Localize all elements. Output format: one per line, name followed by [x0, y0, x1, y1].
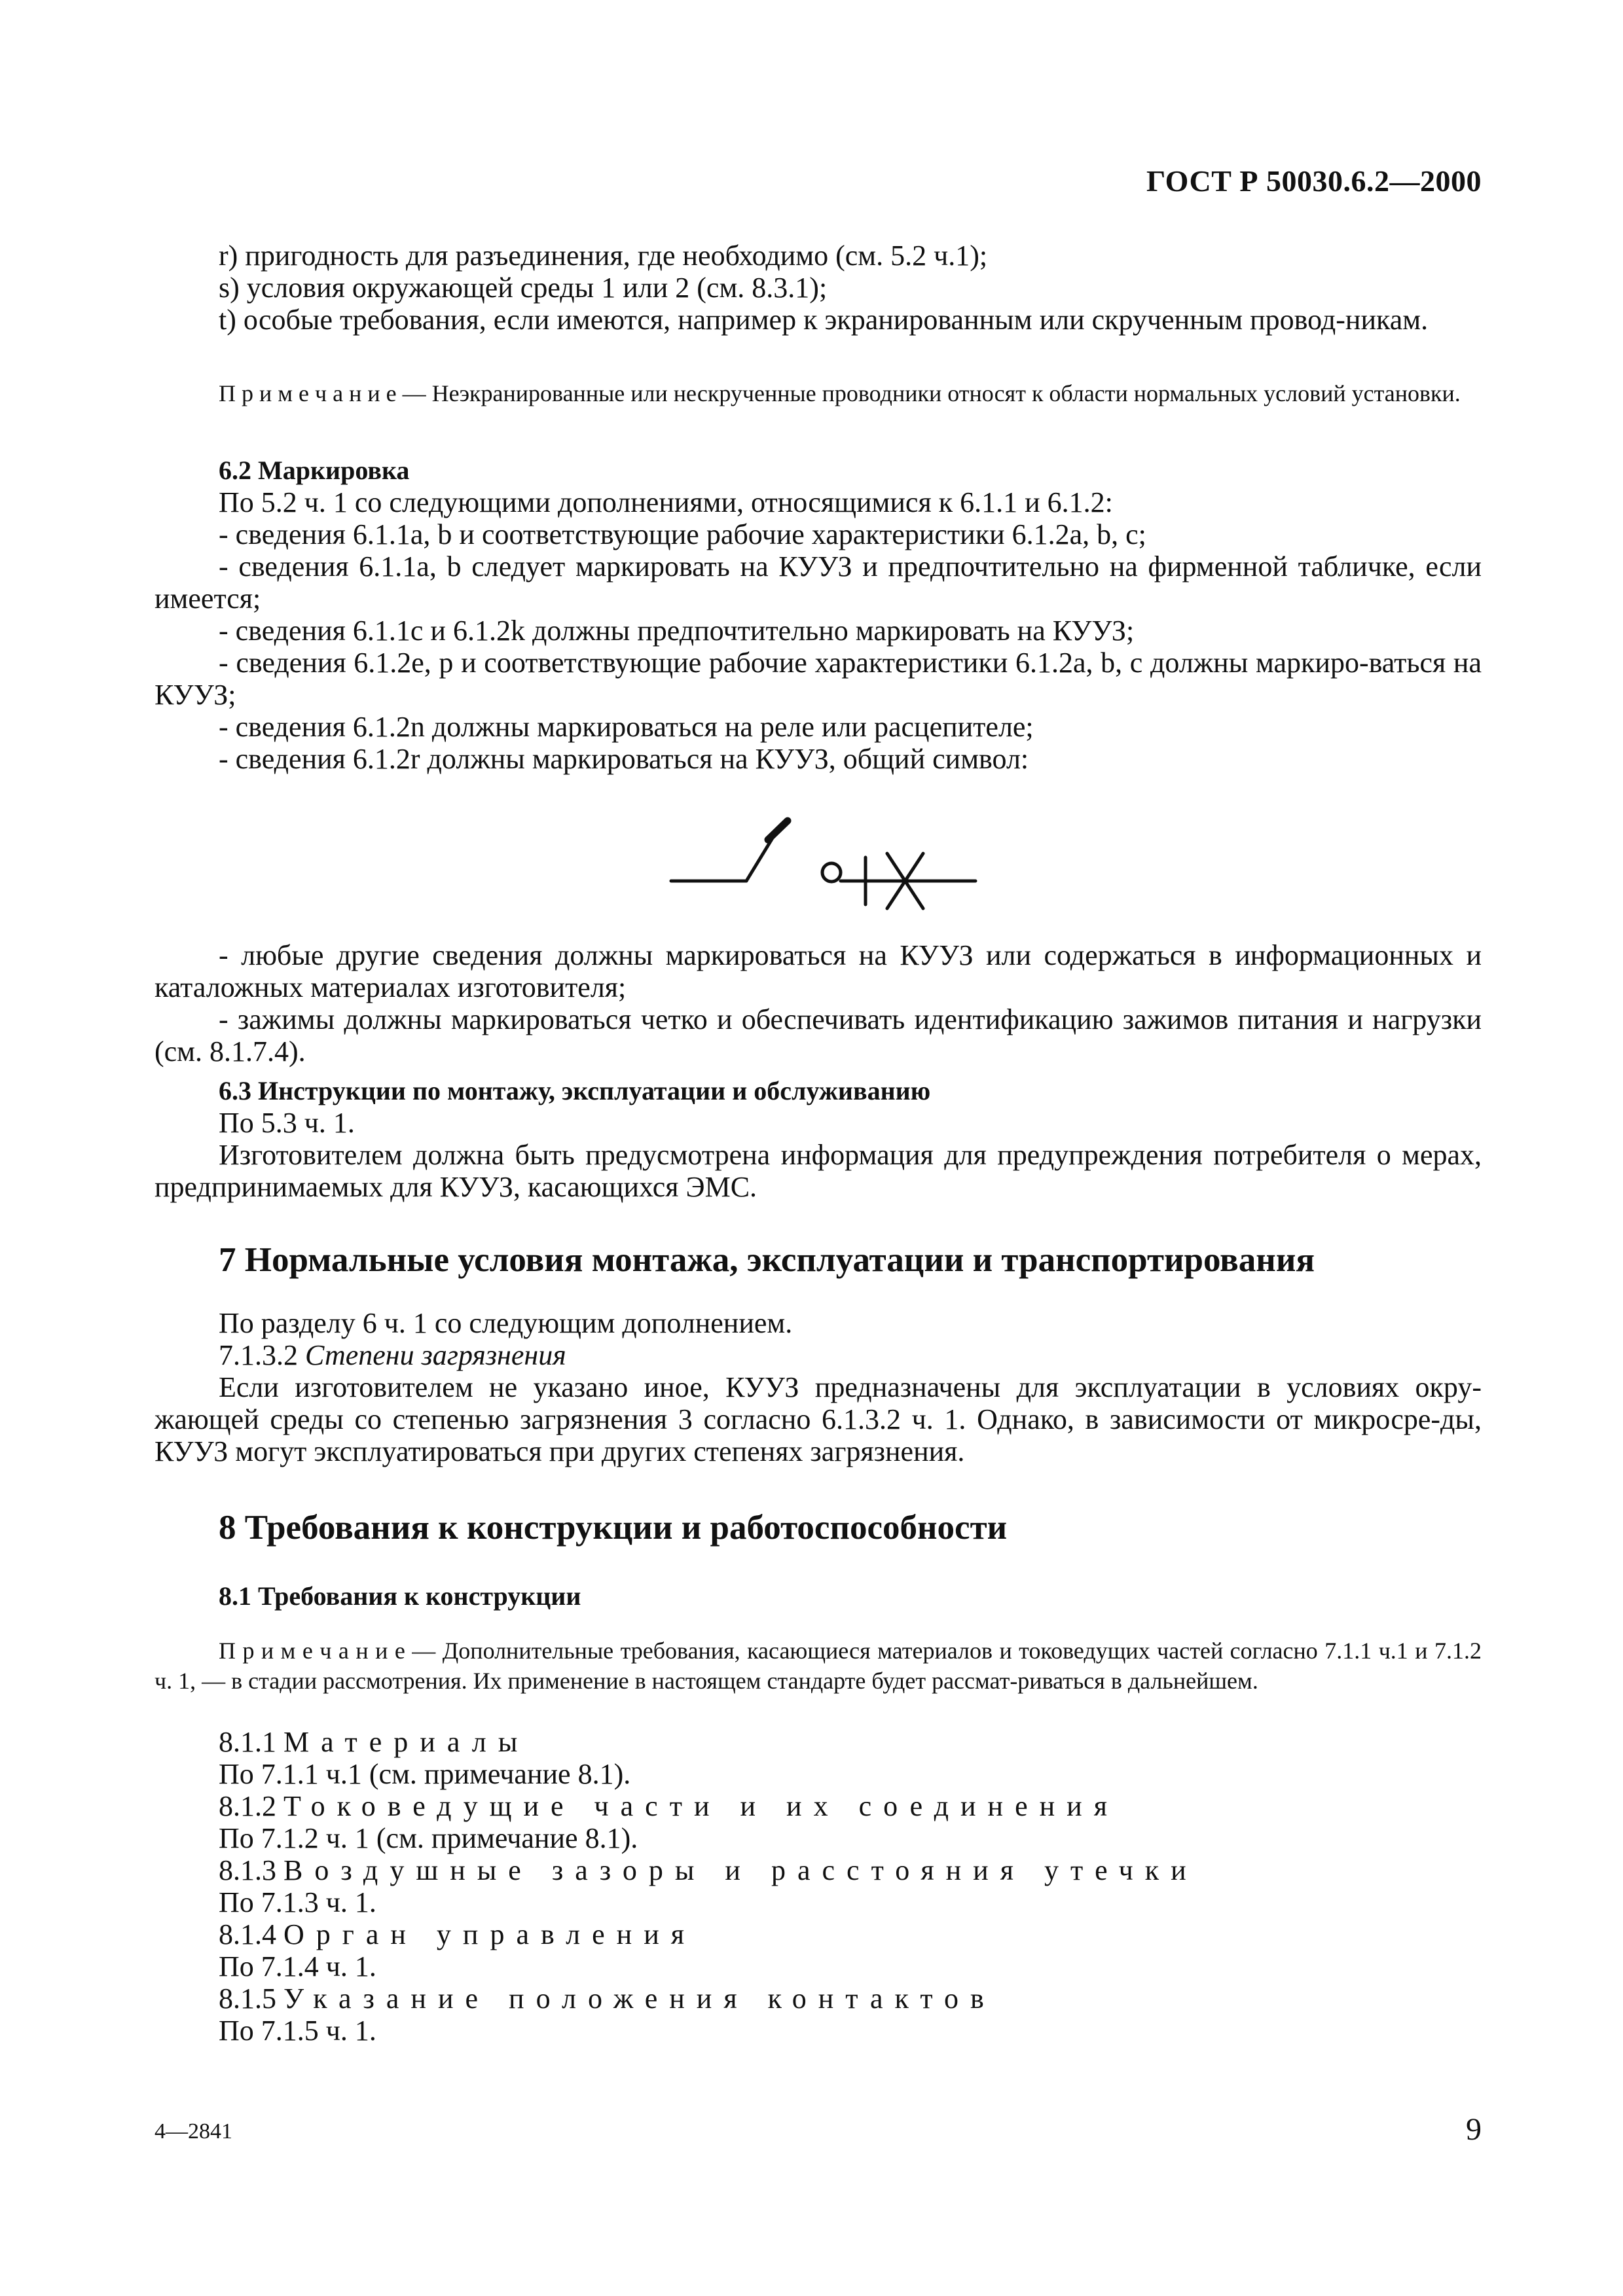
clause-heading: [155, 1854, 1482, 1886]
section-8: [155, 1508, 1482, 2047]
list-item: - любые другие сведения должны маркироваться на КУУЗ или содержаться в информационных и каталожных материалах изготовителя;: [155, 939, 1482, 1003]
standard-number: ГОСТ Р 50030.6.2—2000: [1146, 164, 1482, 198]
section-7: [155, 1240, 1482, 1467]
note-label: П р и м е ч а н и е: [219, 1638, 405, 1664]
clause-heading: [155, 1726, 1482, 1758]
paragraph: Если изготовителем не указано иное, КУУЗ предназначены для эксплуатации в условиях окру-жающей среды со степенью загрязнения 3 согласно 6.1.3.2 ч. 1. Однако, в зависимости от микросре-ды, КУУЗ могут эксплуатироваться при других степенях загрязнения.: [155, 1371, 1482, 1467]
paragraph: По 5.2 ч. 1 со следующими дополнениями, относящимися к 6.1.1 и 6.1.2:: [219, 486, 1113, 518]
clause-ref: По 7.1.5 ч. 1.: [219, 2015, 376, 2047]
list-item: - сведения 6.1.2e, p и соответствующие рабочие характеристики 6.1.2a, b, c должны маркиро-ваться на КУУЗ;: [155, 647, 1482, 711]
clause-number: 8.1.4: [219, 1918, 283, 1950]
clause-title: Указание положения контактов: [283, 1982, 996, 2015]
note-label: П р и м е ч а н и е: [219, 380, 397, 406]
section-6-3: [155, 1075, 1482, 1203]
section-title: 8 Требования к конструкции и работоспособности: [219, 1509, 1008, 1547]
subsection-title: 6.2 Маркировка: [219, 456, 410, 485]
clause-title: Токоведущие части и их соединения: [283, 1790, 1119, 1822]
list-item: s) условия окружающей среды 1 или 2 (см. 8.3.1);: [219, 272, 828, 304]
switch-symbol-icon: [661, 804, 989, 915]
clause-title: Орган управления: [283, 1918, 696, 1950]
note-text: — Неэкранированные или нескрученные проводники относят к области нормальных условий установки.: [396, 380, 1461, 406]
clause-ref: По 7.1.2 ч. 1 (см. примечание 8.1).: [219, 1822, 638, 1854]
note-text: — Дополнительные требования, касающиеся материалов и токоведущих частей согласно 7.1.1 ч.1 и 7.1.2 ч. 1, — в стадии рассмотрения. Их применение в настоящем стандарте будет рассмат-риваться в дальнейшем.: [155, 1638, 1482, 1694]
clause-heading: [155, 1918, 1482, 1950]
paragraph: Изготовителем должна быть предусмотрена информация для предупреждения потребителя о мерах, предпринимаемых для КУУЗ, касающихся ЭМС.: [155, 1139, 1482, 1203]
clause-heading: [155, 1790, 1482, 1822]
note-installation: [155, 378, 1482, 408]
print-code: 4—2841: [155, 2119, 232, 2144]
clause-number: 8.1.5: [219, 1982, 283, 2015]
clause-ref: По 7.1.3 ч. 1.: [219, 1886, 376, 1918]
clause-number: 7.1.3.2: [219, 1339, 305, 1371]
list-item: - сведения 6.1.2r должны маркироваться на КУУЗ, общий символ:: [219, 743, 1029, 775]
clause-number: 8.1.3: [219, 1854, 283, 1886]
list-item: - сведения 6.1.2n должны маркироваться на реле или расцепителе;: [219, 711, 1034, 743]
subsection-title: 8.1 Требования к конструкции: [219, 1581, 581, 1611]
clause-title: Воздушные зазоры и расстояния утечки: [283, 1854, 1198, 1886]
list-item: r) пригодность для разъединения, где необходимо (см. 5.2 ч.1);: [219, 240, 988, 272]
section-title: 7 Нормальные условия монтажа, эксплуатации и транспортирования: [219, 1241, 1315, 1279]
subsection-title: 6.3 Инструкции по монтажу, эксплуатации и обслуживанию: [219, 1076, 931, 1105]
clause-heading: [155, 1339, 1482, 1371]
clause-number: 8.1.1: [219, 1726, 283, 1758]
section-6-2: [155, 454, 1482, 775]
clause-ref: По 7.1.1 ч.1 (см. примечание 8.1).: [219, 1758, 631, 1790]
note-materials: [155, 1636, 1482, 1696]
clause-list: [155, 1726, 1482, 2047]
section-6-2-continued: [155, 939, 1482, 1067]
list-item: - сведения 6.1.1a, b и соответствующие рабочие характеристики 6.1.2a, b, c;: [219, 518, 1146, 550]
paragraph: По 5.3 ч. 1.: [219, 1107, 355, 1139]
requirements-list: [155, 240, 1482, 336]
list-item: - сведения 6.1.1a, b следует маркировать на КУУЗ и предпочтительно на фирменной табличке, если имеется;: [155, 550, 1482, 615]
clause-number: 8.1.2: [219, 1790, 283, 1822]
list-item: t) особые требования, если имеются, например к экранированным или скрученным провод-никам.: [219, 304, 1429, 336]
clause-heading: [155, 1982, 1482, 2015]
page-number: 9: [1466, 2112, 1482, 2147]
clause-title: Материалы: [283, 1726, 530, 1758]
clause-ref: По 7.1.4 ч. 1.: [219, 1950, 376, 1982]
list-item: - сведения 6.1.1c и 6.1.2k должны предпочтительно маркировать на КУУЗ;: [219, 615, 1135, 647]
paragraph: По разделу 6 ч. 1 со следующим дополнением.: [219, 1307, 793, 1339]
clause-title: Степени загрязнения: [305, 1339, 566, 1371]
list-item: - зажимы должны маркироваться четко и обеспечивать идентификацию зажимов питания и нагрузки (см. 8.1.7.4).: [155, 1003, 1482, 1067]
